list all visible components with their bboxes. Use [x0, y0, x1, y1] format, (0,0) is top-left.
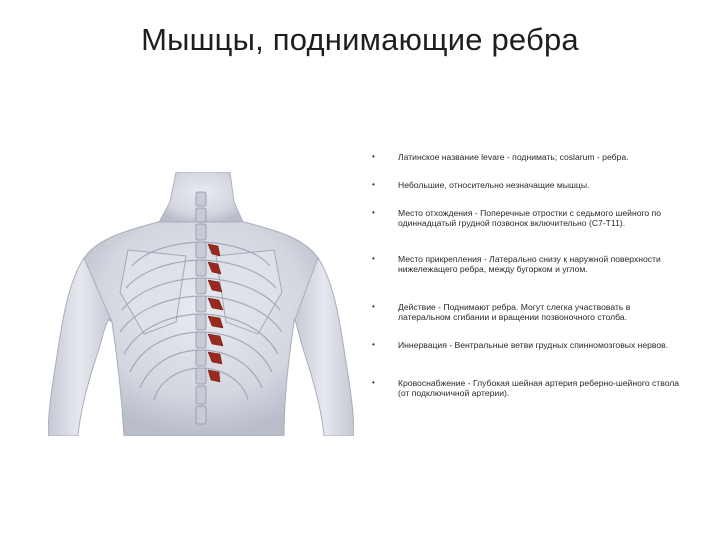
list-item-text: Действие - Поднимают ребра. Могут слегка участвовать в латеральном сгибании и вращении позвоночного столба.: [398, 302, 631, 323]
bullet-marker: •: [372, 208, 375, 217]
bullet-marker: •: [372, 302, 375, 311]
list-item-text: Кровоснабжение - Глубокая шейная артерия реберно-шейного ствола (от подключичной артерии).: [398, 378, 680, 399]
bullet-marker: •: [372, 254, 375, 263]
bullet-marker: •: [372, 378, 375, 387]
list-item-text: Место прикрепления - Латерально снизу к наружной поверхности нижележащего ребра, между бугорком и углом.: [398, 254, 661, 275]
list-item-text: Латинское название levare - поднимать; coslarum - ребра.: [398, 152, 629, 162]
list-item-text: Небольшие, относительно незначащие мышцы.: [398, 180, 590, 190]
slide-title: Мышцы, поднимающие ребра: [141, 22, 579, 57]
bullet-marker: •: [372, 152, 375, 161]
bullet-marker: •: [372, 340, 375, 349]
muscle-anatomy-illustration: [48, 172, 354, 436]
spine: [196, 192, 206, 424]
list-item-text: Место отхождения - Поперечные отростки с седьмого шейного по одиннадцатый грудной позвонок включительно (C7-T11).: [398, 208, 662, 229]
list-item-text: Иннервация - Вентральные ветви грудных спинномозговых нервов.: [398, 340, 669, 350]
bullet-marker: •: [372, 180, 375, 189]
